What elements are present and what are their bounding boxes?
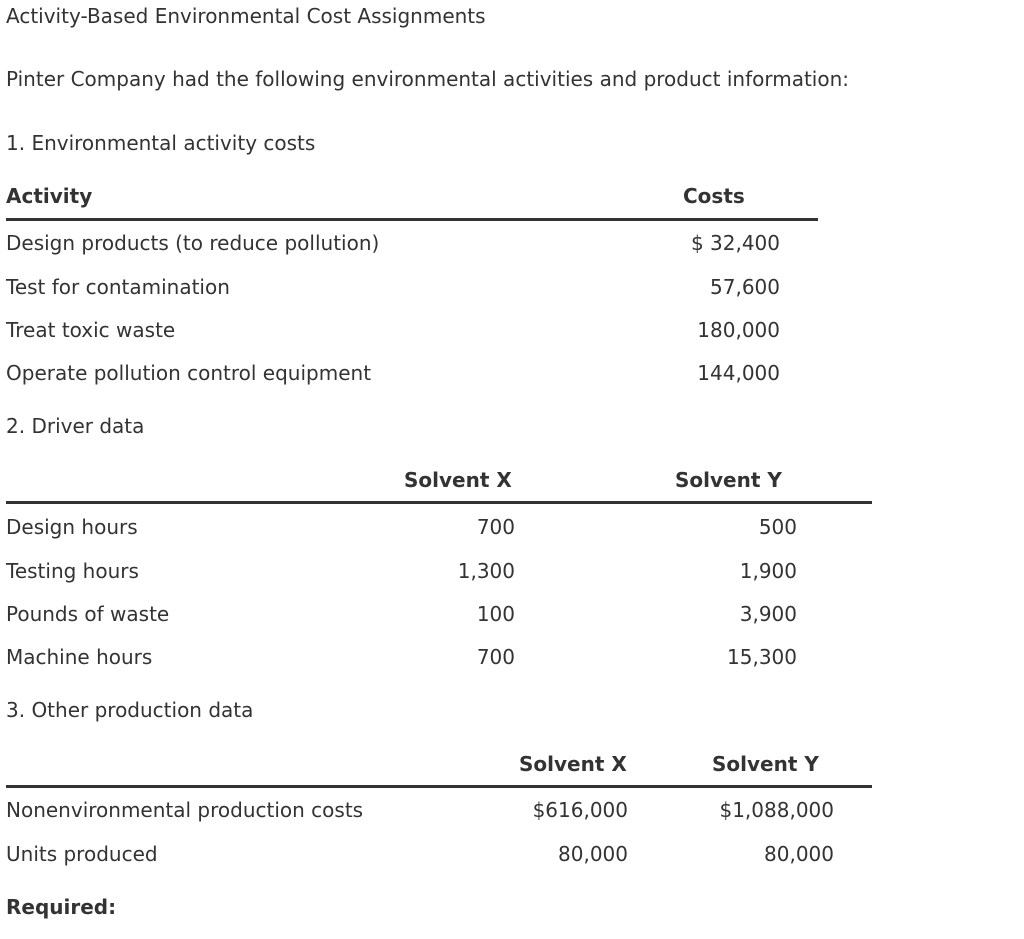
table-row-value: $ 32,400 bbox=[690, 231, 780, 255]
section2-heading: 2. Driver data bbox=[6, 414, 145, 438]
table-row-y: 500 bbox=[758, 515, 797, 539]
table-row-x: 100 bbox=[476, 602, 515, 626]
header-rule bbox=[6, 785, 872, 788]
table-row-x: $616,000 bbox=[532, 798, 628, 822]
table-row-label: Machine hours bbox=[6, 645, 153, 669]
col-header-costs: Costs bbox=[683, 184, 745, 208]
table-row-value: 180,000 bbox=[697, 318, 780, 342]
table-row-x: 700 bbox=[476, 515, 515, 539]
col-header-solvent-y: Solvent Y bbox=[712, 752, 819, 776]
table-row-label: Test for contamination bbox=[6, 275, 230, 299]
col-header-activity: Activity bbox=[6, 184, 93, 208]
table-row-label: Design hours bbox=[6, 515, 138, 539]
required-label: Required: bbox=[6, 895, 117, 919]
col-header-solvent-x: Solvent X bbox=[404, 468, 512, 492]
section1-heading: 1. Environmental activity costs bbox=[6, 131, 316, 155]
table-row-y: 15,300 bbox=[727, 645, 797, 669]
table-row-label: Operate pollution control equipment bbox=[6, 361, 372, 385]
table-row-x: 1,300 bbox=[457, 559, 515, 583]
table-row-label: Nonenvironmental production costs bbox=[6, 798, 364, 822]
table-row-x: 80,000 bbox=[558, 842, 628, 866]
table-row-label: Treat toxic waste bbox=[6, 318, 176, 342]
table-row-y: $1,088,000 bbox=[719, 798, 834, 822]
table-row-value: 144,000 bbox=[697, 361, 780, 385]
table-row-y: 1,900 bbox=[739, 559, 797, 583]
section3-heading: 3. Other production data bbox=[6, 698, 254, 722]
table-row-label: Pounds of waste bbox=[6, 602, 170, 626]
col-header-solvent-y: Solvent Y bbox=[675, 468, 782, 492]
table-row-y: 3,900 bbox=[739, 602, 797, 626]
table-row-y: 80,000 bbox=[764, 842, 834, 866]
intro-text: Pinter Company had the following environmental activities and product information: bbox=[6, 67, 850, 91]
table-row-label: Units produced bbox=[6, 842, 158, 866]
table-row-value: 57,600 bbox=[710, 275, 780, 299]
table-row-label: Design products (to reduce pollution) bbox=[6, 231, 380, 255]
table-row-x: 700 bbox=[476, 645, 515, 669]
header-rule bbox=[6, 218, 818, 221]
table-row-label: Testing hours bbox=[6, 559, 139, 583]
header-rule bbox=[6, 501, 872, 504]
col-header-solvent-x: Solvent X bbox=[519, 752, 627, 776]
page-title: Activity-Based Environmental Cost Assignments bbox=[6, 4, 486, 28]
